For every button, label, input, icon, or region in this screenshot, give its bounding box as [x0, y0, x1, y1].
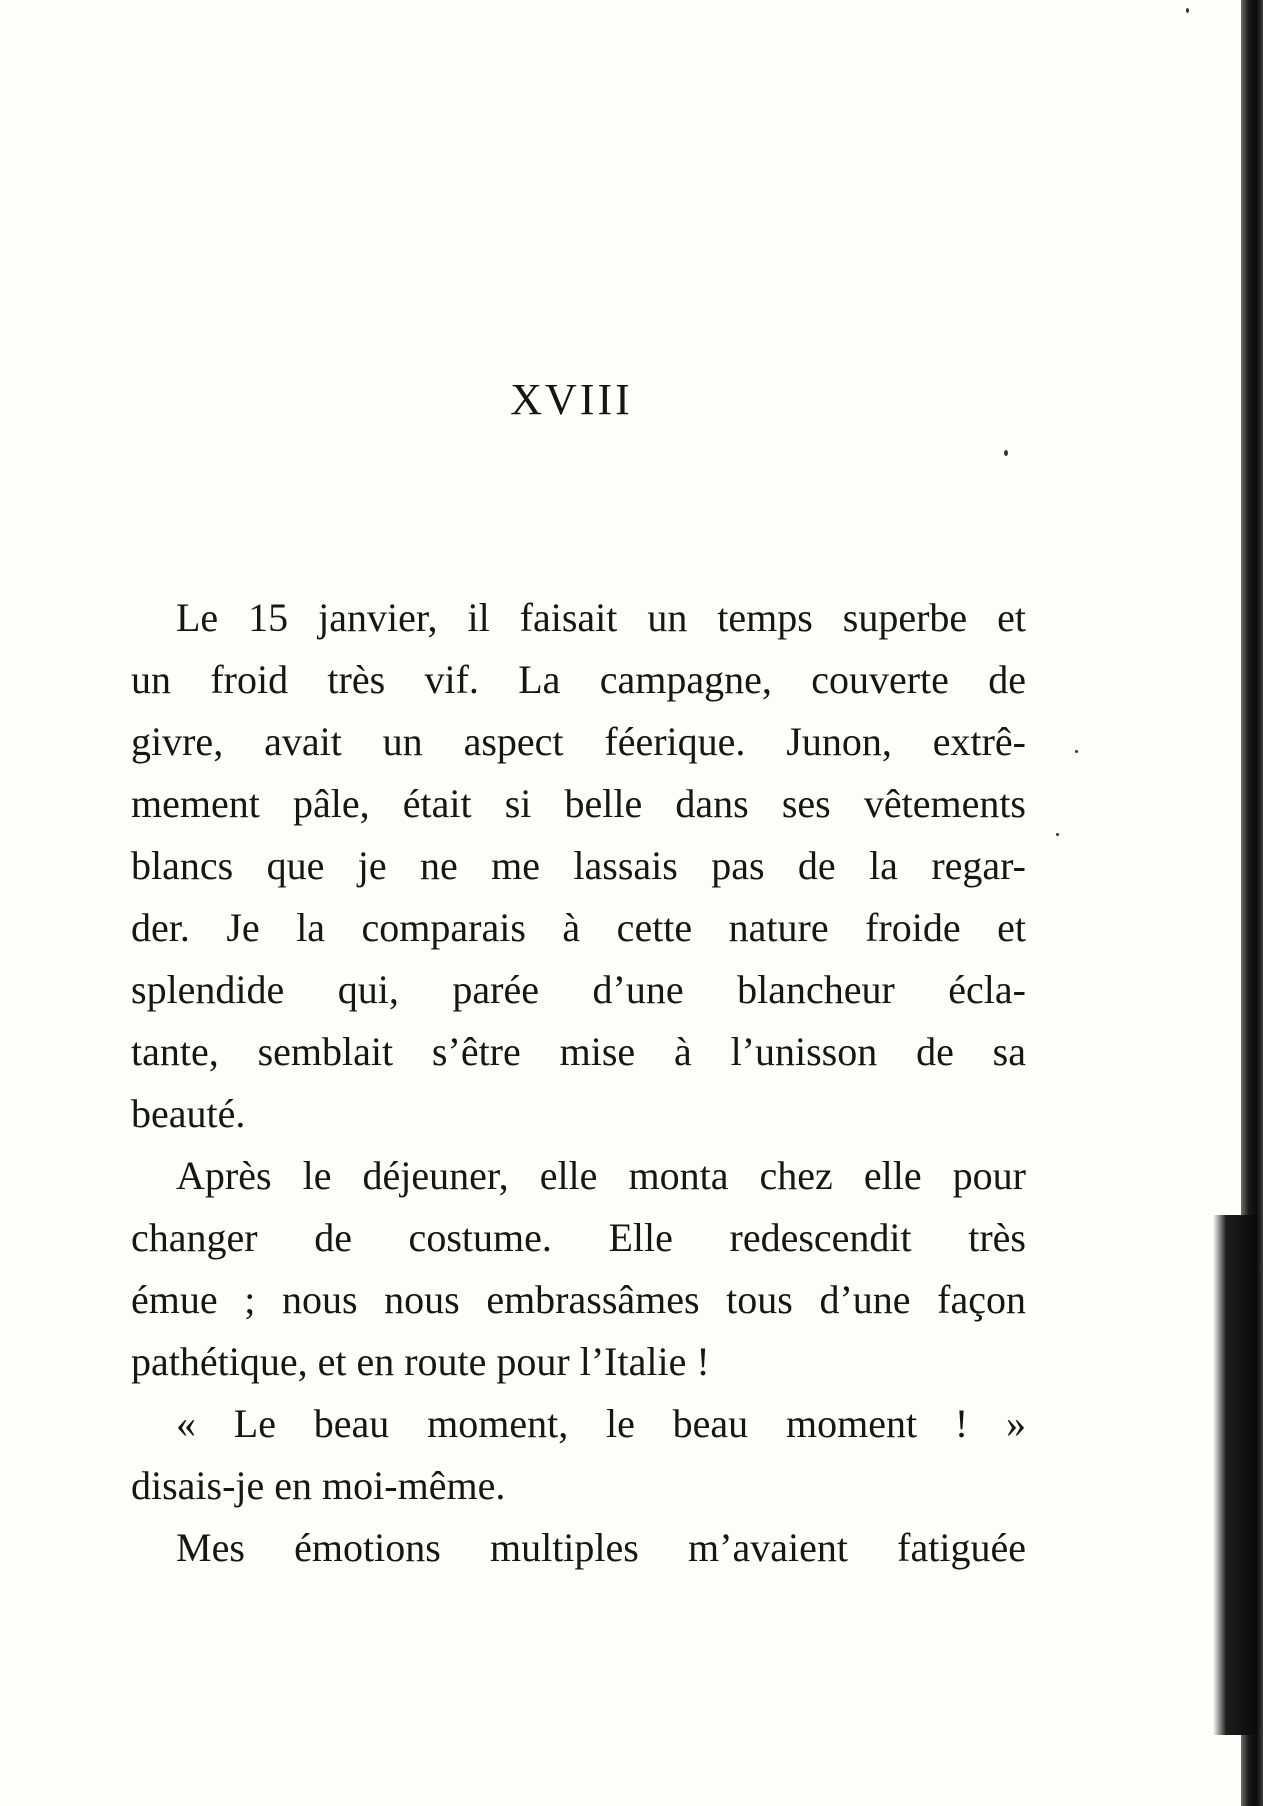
chapter-title: XVIII: [510, 375, 633, 424]
text-line: blancs que je ne me lassais pas de la regar-: [131, 843, 1026, 888]
text-line: mement pâle, était si belle dans ses vêtements: [131, 781, 1026, 826]
text-line: splendide qui, parée d’une blancheur écla-: [131, 967, 1026, 1012]
text-line: émue ; nous nous embrassâmes tous d’une façon: [131, 1277, 1026, 1322]
text-line: givre, avait un aspect féerique. Junon, extrê-: [131, 719, 1026, 764]
text-line: der. Je la comparais à cette nature froide et: [131, 905, 1026, 950]
text-line: tante, semblait s’être mise à l’unisson de sa: [131, 1029, 1026, 1074]
text-line: disais-je en moi-même.: [131, 1463, 506, 1508]
text-line: Mes émotions multiples m’avaient fatiguée: [176, 1525, 1026, 1570]
text-line: beauté.: [131, 1091, 246, 1136]
scan-speck: [1075, 750, 1078, 753]
scan-speck: [1186, 8, 1189, 13]
text-line: un froid très vif. La campagne, couverte de: [131, 657, 1026, 702]
text-line: Après le déjeuner, elle monta chez elle pour: [176, 1153, 1026, 1198]
text-line: « Le beau moment, le beau moment ! »: [176, 1401, 1026, 1446]
text-line: Le 15 janvier, il faisait un temps superbe et: [176, 595, 1026, 640]
binding-shadow: [1213, 1215, 1257, 1735]
text-line: changer de costume. Elle redescendit très: [131, 1215, 1026, 1260]
scan-speck: [1056, 833, 1059, 836]
text-line: pathétique, et en route pour l’Italie !: [131, 1339, 710, 1384]
scan-speck: [1004, 450, 1008, 456]
